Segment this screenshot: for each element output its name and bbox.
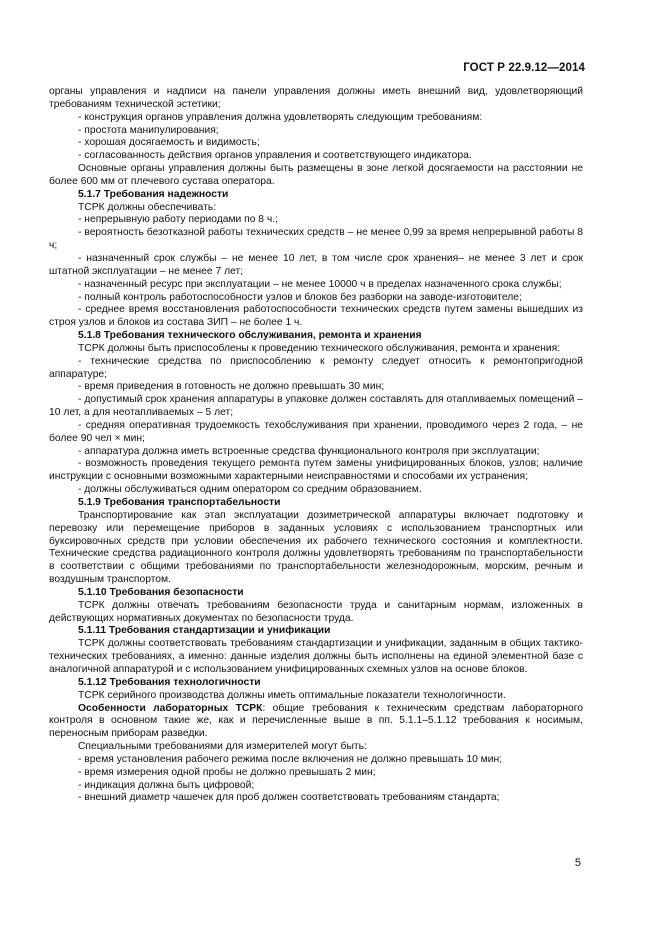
section-heading: 5.1.11 Требования стандартизации и унификации	[78, 625, 331, 637]
paragraph: - время измерения одной пробы не должно превышать 2 мин;	[78, 766, 376, 778]
paragraph: - хорошая досягаемость и видимость;	[78, 137, 260, 149]
paragraph: ТСРК должны обеспечивать:	[78, 201, 217, 213]
paragraph: - должны обслуживаться одним оператором со средним образованием.	[78, 484, 422, 496]
paragraph: Специальными требованиями для измерителей могут быть:	[78, 741, 367, 753]
paragraph: - согласованность действия органов управления и соответствующего индикатора.	[78, 150, 472, 162]
section-heading: 5.1.9 Требования транспортабельности	[78, 497, 281, 508]
section-heading: 5.1.8 Требования технического обслуживания, ремонта и хранения	[78, 330, 422, 342]
paragraph: - назначенный ресурс при эксплуатации – не менее 10000 ч в пределах назначенного срока службы;	[78, 278, 562, 290]
paragraph: - время установления рабочего режима после включения не должно превышать 10 мин;	[78, 753, 503, 765]
paragraph: - технические средства по приспособлению к ремонту следует относить к ремонтопригодной аппаратуре;	[49, 355, 583, 380]
paragraph: - конструкция органов управления должна удовлетворять следующим требованиям:	[78, 111, 483, 123]
standard-designation: ГОСТ Р 22.9.12—2014	[463, 62, 585, 74]
paragraph: - полный контроль работоспособности узлов и блоков без разборки на заводе-изготовителе;	[78, 291, 522, 303]
paragraph: - аппаратура должна иметь встроенные средства функционального контроля при эксплуатации;	[78, 445, 540, 457]
paragraph: - среднее время восстановления работоспособности технических средств путем замены вышедших из строя узлов и блоков из состава ЗИП – не более 1 ч.	[49, 304, 583, 329]
paragraph: Транспортирование как этап эксплуатации дозиметрической аппаратуры включает подготовку и перевозку или перемещение приборов в заданных условиях с использованием транспортных или буксировочных средств при условии обеспечения их рабочего технического состояния и комплектности. Технические средства радиационного контроля должны удовлетворять требованиям по транспортабельности в соответствии с общими требованиями по транспортабельности железнодорожным, морским, речным и воздушным транспортом.	[49, 509, 583, 586]
section-heading: 5.1.10 Требования безопасности	[78, 586, 244, 598]
page-number: 5	[574, 857, 581, 869]
paragraph: - непрерывную работу периодами по 8 ч.;	[78, 214, 278, 226]
document-body	[49, 86, 583, 805]
paragraph	[49, 703, 583, 742]
paragraph: ТСРК серийного производства должны иметь оптимальные показатели технологичности.	[78, 689, 506, 701]
paragraph-text: : общие требования к техническим средствам лабораторного контроля в основном такие же, как и перечисленные выше в пп. 5.1.1–5.1.12 требования к носимым, переносным приборам разведки.	[49, 702, 583, 740]
section-heading: 5.1.12 Требования технологичности	[78, 676, 261, 688]
paragraph: - простота манипулирования;	[78, 124, 219, 136]
paragraph: - средняя оперативная трудоемкость техобслуживания при хранении, проводимого через 2 года, – не более 90 чел × мин;	[49, 419, 583, 444]
paragraph-lead: Особенности лабораторных ТСРК	[78, 702, 263, 714]
paragraph: Основные органы управления должны быть размещены в зоне легкой досягаемости на расстоянии не более 600 мм от плечевого сустава оператора.	[49, 163, 583, 187]
paragraph: - время приведения в готовность не должно превышать 30 мин;	[78, 381, 385, 393]
paragraph: ТСРК должны отвечать требованиям безопасности труда и санитарным нормам, изложенных в действующих нормативных документах по безопасности труда.	[49, 599, 583, 624]
paragraph: - допустимый срок хранения аппаратуры в упаковке должен составлять для отапливаемых помещений – 10 лет, а для неотапливаемых – 5 лет;	[49, 394, 583, 419]
section-heading: 5.1.7 Требования надежности	[78, 188, 229, 200]
paragraph: - внешний диаметр чашечек для проб должен соответствовать требованиям стандарта;	[78, 792, 500, 804]
paragraph: органы управления и надписи на панели управления должны иметь внешний вид, удовлетворяющий требованиям технической эстетики;	[49, 86, 583, 110]
paragraph: ТСРК должны быть приспособлены к проведению технического обслуживания, ремонта и хранения:	[78, 342, 561, 354]
paragraph: ТСРК должны соответствовать требованиям стандартизации и унификации, заданным в общих тактико-технических требованиях, а именно: данные изделия должны быть исполнены на единой элементной базе с аналогичной аппаратурой и с использованием унифицированных схемных узлов на основе блоков.	[49, 638, 583, 675]
paragraph: - возможность проведения текущего ремонта путем замены унифицированных блоков, узлов; наличие инструкции с основными возможными характерными неисправностями и способами их устранения;	[49, 458, 583, 483]
paragraph: - вероятность безотказной работы технических средств – не менее 0,99 за время непрерывной работы 8 ч;	[49, 227, 583, 252]
paragraph: - индикация должна быть цифровой;	[78, 779, 255, 791]
paragraph: - назначенный срок службы – не менее 10 лет, в том числе срок хранения– не менее 3 лет и срок штатной эксплуатации – не менее 7 лет;	[49, 252, 583, 277]
